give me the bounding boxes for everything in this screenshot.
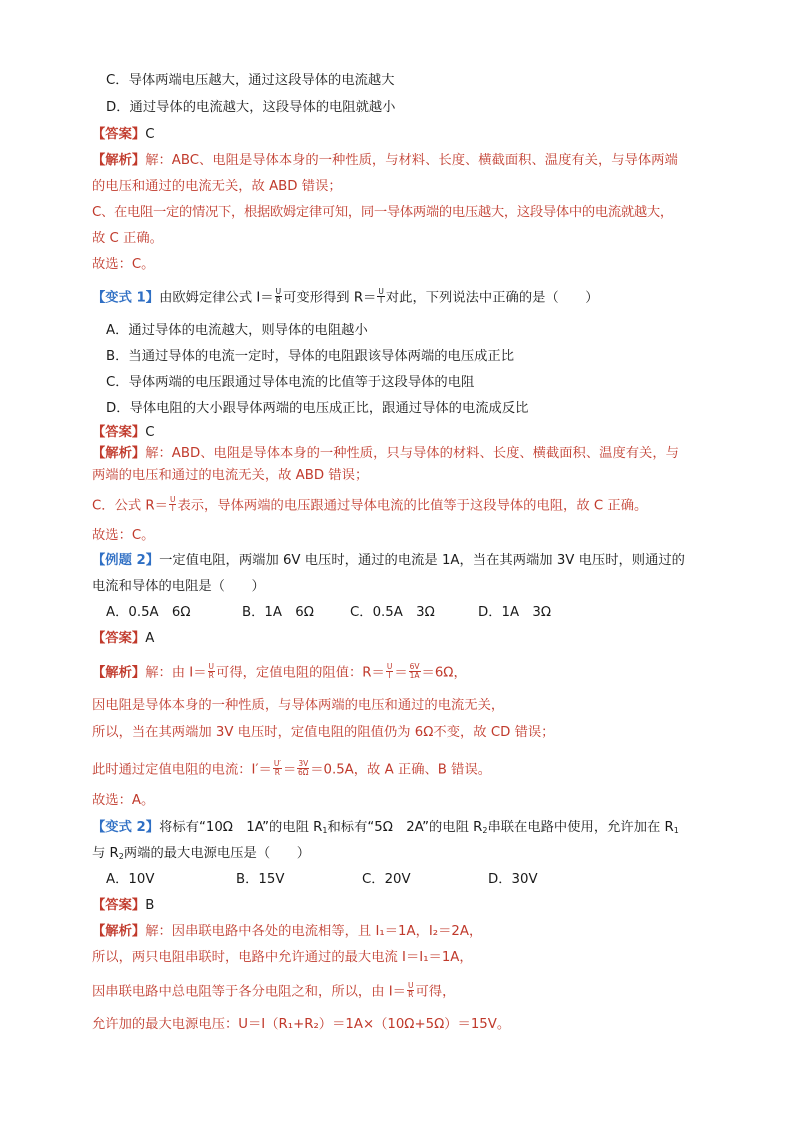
subscript: 1 bbox=[673, 826, 679, 835]
subscript: 1 bbox=[322, 826, 328, 835]
denominator: I bbox=[380, 296, 383, 305]
variant1-tag: 【变式 1】 bbox=[92, 290, 160, 306]
analysis-line bbox=[92, 152, 678, 170]
option-d: D．导体电阻的大小跟导体两端的电压成正比，跟通过导体的电流成反比 bbox=[106, 401, 529, 416]
option-b: B．1A 6Ω bbox=[242, 605, 314, 620]
numerator: U bbox=[386, 662, 393, 671]
analysis-text: C、在电阻一定的情况下，根据欧姆定律可知，同一导体两端的电压越大，这段导体中的电流就越大， bbox=[92, 205, 673, 220]
analysis-text: 解：ABC、电阻是导体本身的一种性质，与材料、长度、横截面积、温度有关，与导体两端 bbox=[145, 153, 678, 168]
denominator: R bbox=[408, 990, 414, 999]
analysis-text: ＝6Ω， bbox=[421, 665, 467, 681]
option-d-top: D．通过导体的电流越大，这段导体的电阻就越小 bbox=[106, 100, 396, 115]
analysis-text: ＝ bbox=[394, 665, 408, 681]
stem-text: 和标有“5Ω 2A”的电阻 R bbox=[327, 820, 483, 835]
analysis-text: 的电压和通过的电流无关，故 ABD 错误； bbox=[92, 179, 342, 194]
answer-value: C bbox=[145, 425, 155, 440]
analysis-tag: 【解析】 bbox=[92, 446, 146, 461]
analysis-text: ，故 CD 错误； bbox=[460, 725, 555, 740]
variant2-tag: 【变式 2】 bbox=[92, 820, 160, 835]
analysis-text: 所以，两只电阻串联时，电路中允许通过的最大电流 I＝I₁＝1A， bbox=[92, 950, 473, 965]
analysis-line bbox=[92, 445, 679, 463]
option-b: B．当通过导体的电流一定时，导体的电阻跟该导体两端的电压成正比 bbox=[106, 349, 515, 364]
numerator: U bbox=[169, 495, 176, 504]
numerator: U bbox=[378, 287, 384, 296]
stem-text: 对此，下列说法中正确的是（ ） bbox=[385, 290, 599, 306]
answer-tag: 【答案】 bbox=[92, 898, 146, 913]
stem-text: 与 R bbox=[92, 846, 119, 861]
stem-text: 由欧姆定律公式 I＝ bbox=[159, 290, 274, 306]
numerator: U bbox=[407, 981, 414, 990]
stem-text: 将标有“10Ω 1A”的电阻 R bbox=[159, 820, 323, 835]
formula-fraction bbox=[273, 760, 282, 777]
answer-value: C bbox=[145, 127, 155, 142]
formula-fraction bbox=[208, 663, 216, 680]
analysis-formula-line bbox=[92, 983, 455, 1002]
numerator: 6V bbox=[409, 662, 420, 671]
stem-text: 两端的最大电源电压是（ ） bbox=[123, 846, 311, 861]
analysis-text: 解：因串联电路中各处的电流相等，且 I₁＝1A，I₂＝2A， bbox=[145, 924, 483, 939]
example2-tag: 【例题 2】 bbox=[92, 553, 160, 568]
variant1-stem bbox=[92, 289, 599, 308]
analysis-text: C．公式 R＝ bbox=[92, 498, 168, 514]
formula-fraction bbox=[386, 663, 394, 680]
option-d: D．1A 3Ω bbox=[478, 605, 552, 620]
analysis-text: 此时通过定值电阻的电流：I′＝ bbox=[92, 762, 272, 778]
analysis-text: 故 C 正确。 bbox=[92, 231, 163, 246]
answer-tag: 【答案】 bbox=[92, 425, 146, 440]
conclusion: 故选：C。 bbox=[92, 257, 155, 272]
answer-tag: 【答案】 bbox=[92, 127, 146, 142]
options-row bbox=[106, 604, 551, 622]
subscript: 2 bbox=[118, 852, 124, 861]
numerator: U bbox=[275, 287, 282, 296]
options-row bbox=[106, 871, 538, 889]
answer-value: A bbox=[145, 631, 155, 646]
option-b: B．15V bbox=[236, 872, 285, 887]
analysis-line bbox=[92, 923, 482, 941]
denominator: I bbox=[171, 504, 174, 513]
denominator: R bbox=[275, 296, 281, 305]
denominator: 6Ω bbox=[298, 768, 309, 777]
option-c-top: C．导体两端电压越大，通过这段导体的电流越大 bbox=[106, 73, 395, 88]
variant2-stem bbox=[92, 819, 679, 840]
formula-fraction bbox=[275, 288, 283, 305]
analysis-text: 表示，导体两端的电压跟通过导体电流的比值等于这段导体的电阻，故 C 正确。 bbox=[177, 498, 648, 514]
option-d: D．30V bbox=[488, 872, 538, 887]
formula-fraction bbox=[407, 982, 415, 999]
option-a: A．0.5A 6Ω bbox=[106, 605, 191, 620]
denominator: I bbox=[388, 671, 391, 680]
subscript: 2 bbox=[482, 826, 488, 835]
analysis-text: ＝0.5A，故 A 正确、B 错误。 bbox=[310, 762, 492, 778]
formula-fraction bbox=[409, 663, 421, 680]
stem-text: 电流和导体的电阻是（ ） bbox=[92, 579, 265, 594]
denominator: R bbox=[208, 671, 214, 680]
analysis-text: 可得，定值电阻的阻值：R＝ bbox=[216, 665, 385, 681]
analysis-formula-line bbox=[92, 761, 491, 780]
formula-fraction bbox=[297, 760, 309, 777]
analysis-tag: 【解析】 bbox=[92, 924, 146, 939]
answer-value: B bbox=[145, 898, 155, 913]
option-c: C．导体两端的电压跟通过导体电流的比值等于这段导体的电阻 bbox=[106, 375, 475, 390]
numerator: U bbox=[208, 662, 215, 671]
conclusion: 故选：C。 bbox=[92, 528, 155, 543]
formula-fraction bbox=[169, 496, 177, 513]
answer-line bbox=[92, 424, 154, 442]
analysis-text: 所以，当在其两端加 3V 电压时，定值电阻的阻值仍为 bbox=[92, 725, 415, 740]
numerator: 3V bbox=[298, 759, 309, 768]
option-c: C．20V bbox=[362, 872, 411, 887]
analysis-formula-line bbox=[92, 664, 467, 683]
analysis-text: 因电阻是导体本身的一种性质，与导体两端的电压和通过的电流无关， bbox=[92, 698, 505, 713]
option-a: A．10V bbox=[106, 872, 155, 887]
answer-line bbox=[92, 630, 154, 648]
conclusion: 故选：A。 bbox=[92, 793, 155, 808]
answer-line bbox=[92, 126, 154, 144]
stem-text: 一定值电阻，两端加 6V 电压时，通过的电流是 1A，当在其两端加 3V 电压时，则通过的 bbox=[159, 553, 685, 568]
analysis-formula-line bbox=[92, 497, 647, 516]
analysis-text: 解：ABD、电阻是导体本身的一种性质，只与导体的材料、长度、横截面积、温度有关，与 bbox=[145, 446, 679, 461]
highlight-text: 6Ω不变 bbox=[414, 725, 460, 740]
answer-line bbox=[92, 897, 154, 915]
numerator: U′ bbox=[273, 759, 282, 768]
analysis-line bbox=[92, 724, 554, 742]
analysis-text: 允许加的最大电源电压：U＝I（R₁+R₂）＝1A×（10Ω+5Ω）＝15V。 bbox=[92, 1017, 511, 1032]
answer-tag: 【答案】 bbox=[92, 631, 146, 646]
denominator: R bbox=[274, 768, 281, 777]
analysis-text: 因串联电路中总电阻等于各分电阻之和，所以，由 I＝ bbox=[92, 984, 406, 1000]
formula-fraction bbox=[377, 288, 385, 305]
analysis-text: 解：由 I＝ bbox=[145, 665, 207, 681]
stem-text: 可变形得到 R＝ bbox=[283, 290, 377, 306]
analysis-tag: 【解析】 bbox=[92, 153, 146, 168]
variant2-stem-b bbox=[92, 845, 310, 866]
denominator: 1A bbox=[409, 671, 420, 680]
option-c: C．0.5A 3Ω bbox=[350, 605, 435, 620]
option-a: A．通过导体的电流越大，则导体的电阻越小 bbox=[106, 323, 368, 338]
analysis-tag: 【解析】 bbox=[92, 665, 146, 681]
analysis-text: ＝ bbox=[283, 762, 297, 778]
stem-text: 串联在电路中使用，允许加在 R bbox=[487, 820, 674, 835]
analysis-text: 可得， bbox=[415, 984, 456, 1000]
analysis-text: 两端的电压和通过的电流无关，故 ABD 错误； bbox=[92, 468, 369, 483]
example2-stem bbox=[92, 552, 685, 570]
